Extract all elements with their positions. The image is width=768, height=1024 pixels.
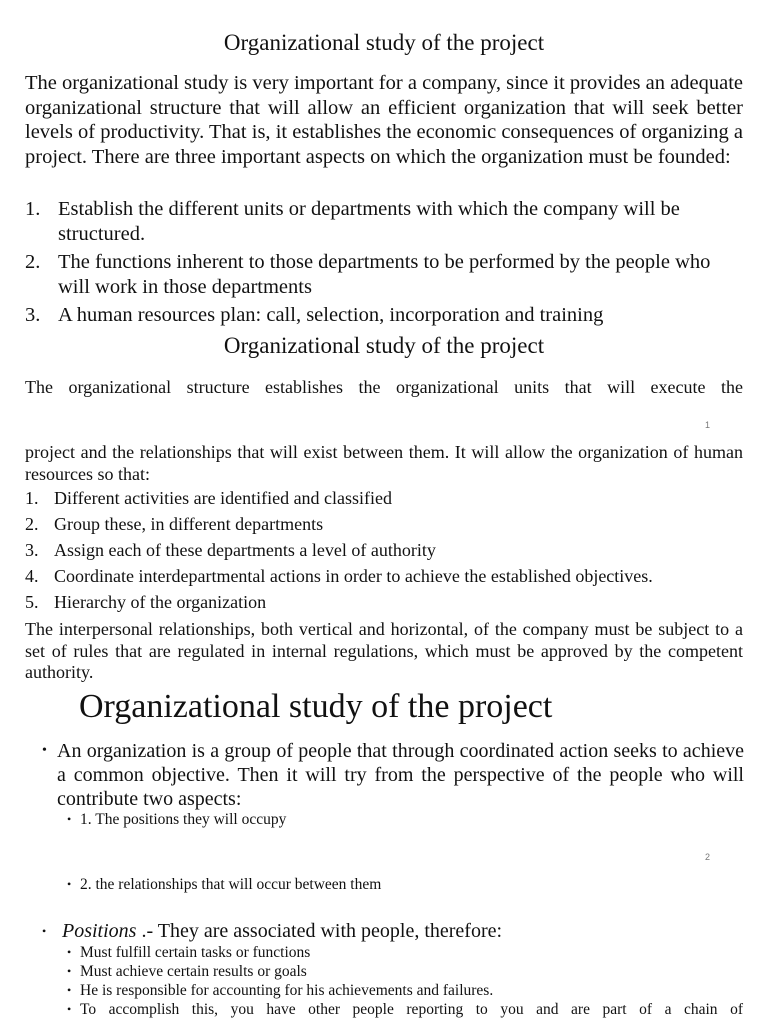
- bullet-icon: •: [67, 812, 72, 826]
- bullet-text: 1. The positions they will occupy: [80, 811, 287, 828]
- list-item: [25, 566, 745, 587]
- bullet-icon: •: [67, 964, 72, 978]
- list-number: 1.: [25, 488, 39, 508]
- list-item: [25, 488, 745, 509]
- list-item: [25, 592, 745, 613]
- list-item: [67, 943, 743, 962]
- list-text: Coordinate interdepartmental actions in order to achieve the established objectives.: [54, 566, 653, 586]
- bullet-icon: •: [67, 877, 72, 891]
- bullet-text: Must fulfill certain tasks or functions: [80, 944, 311, 961]
- bullet-icon: •: [67, 945, 72, 959]
- list-item: [42, 739, 744, 811]
- list-text: The functions inherent to those departments to be performed by the people who will work in those departments: [58, 251, 711, 298]
- list-item: [67, 962, 743, 981]
- bullet-text: 2. the relationships that will occur between them: [80, 876, 382, 893]
- section-1-paragraph: The organizational study is very important for a company, since it provides an adequate organizational structure that will allow an efficient organization that will seek better levels of productivity. That is, it establishes the economic consequences of organizing a project. There are three important aspects on which the organization must be founded:: [25, 72, 743, 168]
- bullet-text: .- They are associated with people, therefore:: [136, 920, 503, 942]
- list-text: Establish the different units or departments with which the company will be structured.: [58, 198, 680, 245]
- positions-bullet-list: [42, 919, 744, 943]
- bullet-text: He is responsible for accounting for his achievements and failures.: [80, 982, 494, 999]
- list-item: [67, 981, 743, 1000]
- list-number: 2.: [25, 514, 39, 534]
- list-item: [25, 197, 745, 247]
- list-text: Hierarchy of the organization: [54, 592, 267, 612]
- list-item: [25, 540, 745, 561]
- bullet-icon: •: [42, 743, 47, 758]
- list-number: 2.: [25, 251, 41, 273]
- list-number: 3.: [25, 540, 39, 560]
- section-2-first-line: The organizational structure establishes the organizational units that will execute the: [25, 377, 743, 397]
- bullet-text: To accomplish this, you have other people reporting to you and are part of a chain of: [80, 1001, 743, 1018]
- page-number: 1: [705, 420, 711, 430]
- list-item: [42, 919, 744, 943]
- section-1-list: [25, 197, 745, 331]
- page-number: 2: [705, 852, 711, 862]
- list-text: Assign each of these departments a level of authority: [54, 540, 436, 560]
- list-number: 4.: [25, 566, 39, 586]
- sub-bullet-list: [67, 810, 747, 829]
- section-1-title: Organizational study of the project: [223, 30, 545, 55]
- list-number: 1.: [25, 198, 41, 220]
- list-number: 5.: [25, 592, 39, 612]
- list-item: [25, 303, 745, 328]
- list-item: [67, 810, 747, 829]
- positions-term: Positions: [62, 920, 137, 942]
- section-2-title: Organizational study of the project: [223, 333, 545, 358]
- section-2-closing-paragraph: The interpersonal relationships, both vertical and horizontal, of the company must be subject to a set of rules that are regulated in internal regulations, which must be approved by the competent authority.: [25, 619, 743, 682]
- list-item: [67, 1000, 743, 1019]
- section-3-title: Organizational study of the project: [79, 688, 553, 725]
- list-text: Group these, in different departments: [54, 514, 324, 534]
- list-item: [25, 250, 745, 300]
- bullet-text: An organization is a group of people that through coordinated action seeks to achieve a common objective. Then it will try from the perspective of the people who will contribute two aspects:: [57, 740, 744, 810]
- section-3-bullet-list: [42, 739, 744, 811]
- list-text: Different activities are identified and classified: [54, 488, 393, 508]
- bullet-icon: •: [67, 983, 72, 997]
- positions-sub-list: [67, 943, 743, 1019]
- section-2-list: [25, 488, 745, 618]
- list-number: 3.: [25, 304, 41, 326]
- list-item: [25, 514, 745, 535]
- bullet-icon: •: [67, 1002, 72, 1016]
- list-item: [67, 875, 747, 894]
- sub-bullet-list: [67, 875, 747, 894]
- list-text: A human resources plan: call, selection, incorporation and training: [58, 304, 604, 326]
- section-2-paragraph: project and the relationships that will exist between them. It will allow the organization of human resources so that:: [25, 442, 743, 484]
- bullet-text: Must achieve certain results or goals: [80, 963, 307, 980]
- bullet-icon: •: [42, 924, 47, 938]
